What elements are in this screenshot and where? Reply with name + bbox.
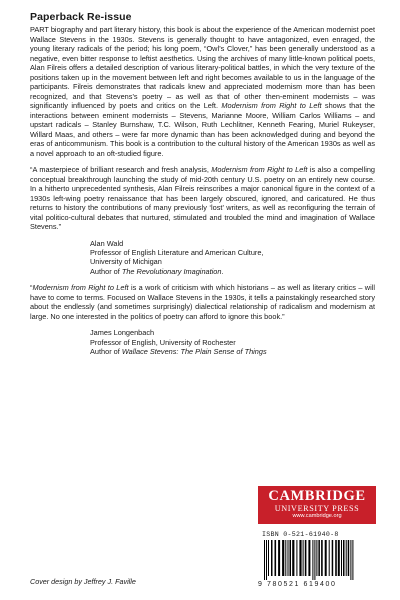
barcode-icon	[262, 540, 378, 580]
quote2-title: Modernism from Right to Left	[32, 283, 129, 293]
cover-design-credit: Cover design by Jeffrey J. Faville	[30, 577, 136, 586]
isbn-label: ISBN 0-521-61940-8	[262, 531, 339, 538]
attribution-longenbach	[30, 328, 375, 356]
description-title: Modernism from Right to Left	[221, 101, 322, 110]
attribution2-prefix: Author of	[90, 346, 122, 356]
attribution1-name: Alan Wald	[90, 238, 124, 248]
attribution1-prefix: Author of	[90, 266, 122, 276]
edition-heading: Paperback Re-issue	[30, 11, 132, 23]
attribution-wald	[30, 239, 375, 277]
publisher-name: CAMBRIDGE	[268, 488, 366, 504]
attribution1-book-line	[90, 267, 375, 276]
description-text-2: shows that the interactions between eminent modernists – Stevens, Marianne Moore, William Carlos Williams – and upstart radicals – Stanley Burnshaw, T.C. Wilson, Ruth Lechlitner, Kenneth Fearing, Muriel Rukeyser, Willard Maas, and others – were far more dynamic than has been acknowledged during and beyond the eras of anticommunism. This book is a contribution to the cultural history of the American 1930s as well as a novel approach to an oft-studied figure.	[30, 101, 375, 158]
description-paragraph	[30, 25, 375, 158]
attribution1-suffix: .	[221, 266, 224, 276]
description-text-1: PART biography and part literary history, this book is about the experience of the American modernist poet Wallace Stevens in the 1930s. Stevens is generally thought to have antagonized, even enraged, the young literary radicals of the period; his long poem, “Owl’s Clover,” has been generally understood as a negative, even bitter response to leftist aesthetics. Using the archives of many little-known political poets, Alan Filreis offers a detailed description of various literary-political battles, in which the very texture of the positions taken up in the movement between left and right becomes available to us in the language of the participants. Filreis demonstrates that radicals knew and appreciated modernism more than has been recognized, and that Stevens’s poetry – as well as that of other then-eminent modernists – was significantly influenced by poets and critics on the Left.	[30, 25, 375, 110]
quote2-text: is a work of criticism with which historians – as well as literary critics – will have to come to terms. Focused on Wallace Stevens in the 1930s, it tells a painstakingly researched story about the endlessly (and sometimes surprisingly) dialectical relationship of radicalism and modernism at large. No one interested in the politics of poetry can afford to ignore this book.”	[30, 283, 375, 321]
quote1-text-1: “A masterpiece of brilliant research and fresh analysis,	[30, 165, 212, 174]
attribution1-affiliation: University of Michigan	[90, 257, 162, 267]
cover-text	[30, 25, 375, 363]
attribution2-book-line	[90, 347, 375, 356]
attribution1-book: The Revolutionary Imagination	[121, 266, 222, 276]
quote-wald	[30, 165, 375, 232]
quote1-text-2: is also a compelling conceptual breakthrough launching the study of mid-20th century U.S. poetry on an entirely new course. In a hitherto unprecedented synthesis, Alan Filreis reinscribes a major canonical figure in the context of a 1930s left-wing poetry renaissance that has been largely obscured, ignored, and caricatured. He thus returns to history the contributions of many previously ‘lost’ writers, as well as reconfiguring the terrain of vital politico-cultural debates that nurtured, stimulated and troubled the mind and imagination of Wallace Stevens.”	[30, 165, 375, 231]
publisher-url: www.cambridge.org	[292, 513, 342, 519]
publisher-logo	[258, 486, 376, 524]
quote-longenbach	[30, 283, 375, 321]
quote2-open: “	[30, 283, 33, 293]
publisher-subtitle: UNIVERSITY PRESS	[274, 504, 360, 513]
attribution1-title: Professor of English Literature and American Culture,	[90, 247, 264, 257]
quote1-title: Modernism from Right to Left	[211, 165, 308, 174]
barcode-number: 9 780521 619400	[258, 581, 380, 588]
attribution2-name: James Longenbach	[90, 328, 155, 338]
attribution2-book: Wallace Stevens: The Plain Sense of Things	[121, 346, 267, 356]
attribution2-title: Professor of English, University of Rochester	[90, 337, 236, 347]
